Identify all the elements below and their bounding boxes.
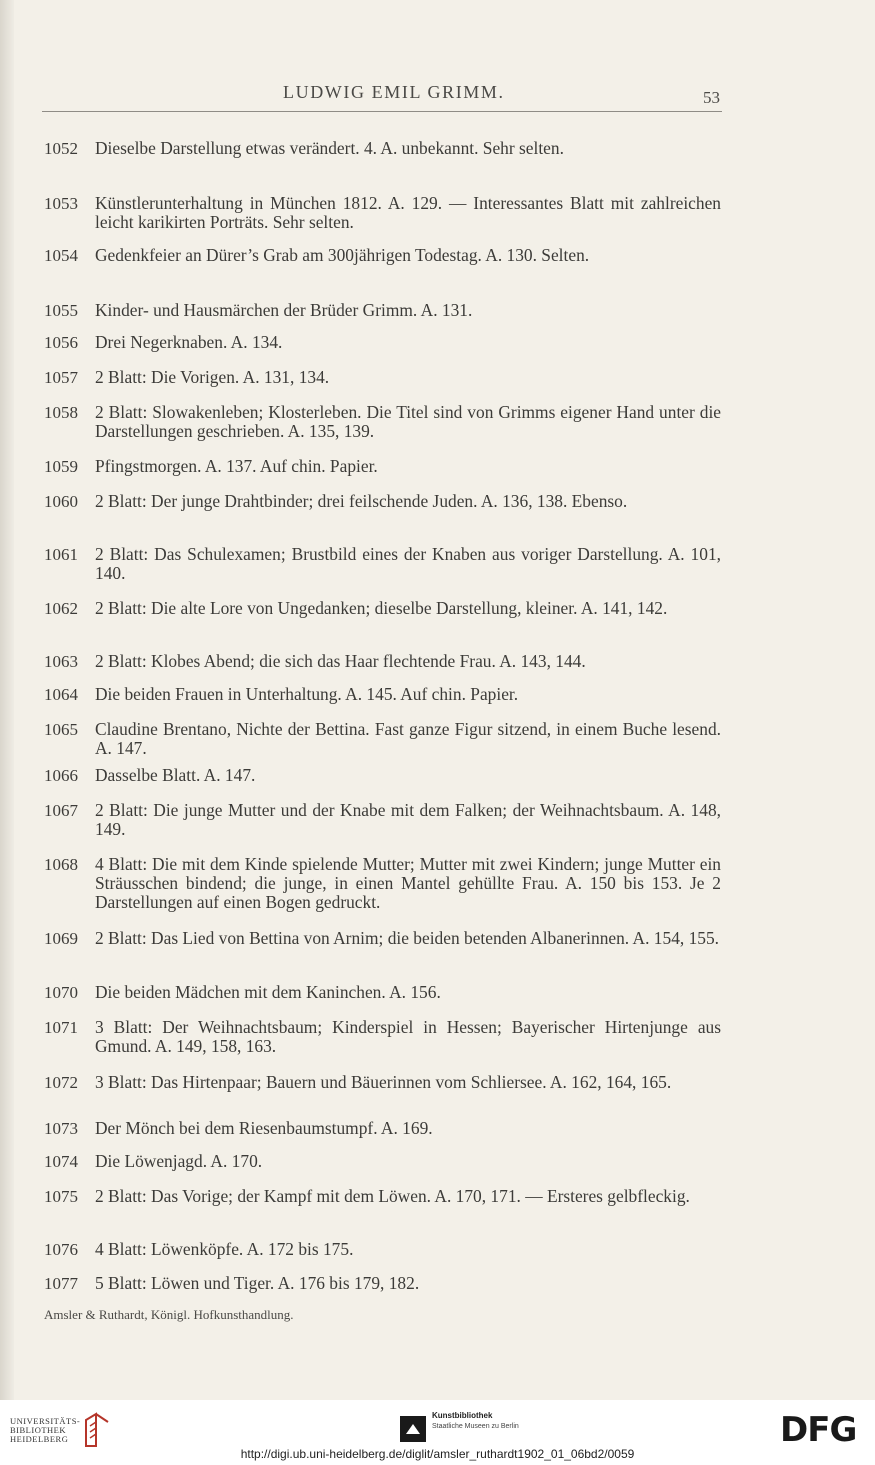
- ub-logo-line: BIBLIOTHEK: [10, 1425, 66, 1435]
- entry-number: 1056: [44, 333, 78, 352]
- entry-text: 2 Blatt: Klobes Abend; die sich das Haar flechtende Frau. A. 143, 144.: [95, 651, 586, 671]
- entry-text: 5 Blatt: Löwen und Tiger. A. 176 bis 179, 182.: [95, 1273, 420, 1293]
- entry-number: 1065: [44, 720, 78, 739]
- entry-number: 1072: [44, 1073, 78, 1092]
- entry-number: 1060: [44, 492, 78, 511]
- entry-text: Die Löwenjagd. A. 170.: [95, 1151, 263, 1171]
- entry-text: 2 Blatt: Die alte Lore von Ungedanken; dieselbe Darstellung, kleiner. A. 141, 142.: [95, 598, 668, 618]
- entry-text: Künstlerunterhaltung in München 1812. A. 129. — Interessantes Blatt mit zahlreichen leicht karikirten Porträts. Sehr selten.: [95, 193, 721, 232]
- entry-number: 1061: [44, 545, 78, 564]
- ub-logo-line: UNIVERSITÄTS-: [10, 1416, 81, 1426]
- entry-text: Gedenkfeier an Dürer’s Grab am 300jährigen Todestag. A. 130. Selten.: [95, 245, 590, 265]
- entry-text: Pfingstmorgen. A. 137. Auf chin. Papier.: [95, 456, 378, 476]
- permalink-url[interactable]: http://digi.ub.uni-heidelberg.de/diglit/amsler_ruthardt1902_01_06bd2/0059: [240, 1447, 635, 1461]
- page-number: 53: [703, 88, 720, 107]
- entry-number: 1053: [44, 194, 78, 213]
- running-title: LUDWIG EMIL GRIMM.: [283, 82, 505, 102]
- kunstbibliothek-subtitle: Staatliche Museen zu Berlin: [432, 1423, 519, 1430]
- entry-number: 1058: [44, 403, 78, 422]
- entry-number: 1067: [44, 801, 78, 820]
- entry-number: 1055: [44, 301, 78, 320]
- publisher-credit: Amsler & Ruthardt, Königl. Hofkunsthandlung.: [44, 1307, 294, 1322]
- entry-number: 1074: [44, 1152, 78, 1171]
- entry-number: 1057: [44, 368, 78, 387]
- entry-number: 1076: [44, 1240, 78, 1259]
- page-header: [0, 80, 875, 108]
- entry-text: 2 Blatt: Der junge Drahtbinder; drei feilschende Juden. A. 136, 138. Ebenso.: [95, 491, 628, 511]
- book-spine-shadow: [0, 0, 14, 1400]
- kunstbibliothek-mark-icon: [400, 1416, 426, 1442]
- entry-number: 1063: [44, 652, 78, 671]
- entry-text: 2 Blatt: Das Schulexamen; Brustbild eines der Knaben aus voriger Darstellung. A. 101, 140.: [95, 544, 721, 583]
- entry-number: 1052: [44, 139, 78, 158]
- ub-emblem-icon: [82, 1412, 112, 1448]
- entry-text: Claudine Brentano, Nichte der Bettina. Fast ganze Figur sitzend, in einem Buche lesend. A. 147.: [95, 719, 721, 758]
- entry-number: 1071: [44, 1018, 78, 1037]
- entry-text: 2 Blatt: Das Lied von Bettina von Arnim; die beiden betenden Albanerinnen. A. 154, 155.: [95, 928, 720, 948]
- entry-number: 1068: [44, 855, 78, 874]
- entry-text: Kinder- und Hausmärchen der Brüder Grimm. A. 131.: [95, 300, 473, 320]
- entry-number: 1059: [44, 457, 78, 476]
- entry-text: 2 Blatt: Slowakenleben; Klosterleben. Die Titel sind von Grimms eigener Hand unter die Darstellungen geschrieben. A. 135, 139.: [95, 402, 721, 441]
- entry-text: Drei Negerknaben. A. 134.: [95, 332, 283, 352]
- entry-number: 1064: [44, 685, 78, 704]
- entry-text: Die beiden Frauen in Unterhaltung. A. 145. Auf chin. Papier.: [95, 684, 519, 704]
- entry-text: 4 Blatt: Löwenköpfe. A. 172 bis 175.: [95, 1239, 354, 1259]
- kunstbibliothek-name: Kunstbibliothek: [432, 1411, 493, 1420]
- entry-number: 1070: [44, 983, 78, 1002]
- entry-text: Dieselbe Darstellung etwas verändert. 4. A. unbekannt. Sehr selten.: [95, 138, 564, 158]
- entry-number: 1066: [44, 766, 78, 785]
- ub-logo-line: HEIDELBERG: [10, 1434, 69, 1444]
- dfg-logo[interactable]: DFG: [780, 1410, 857, 1450]
- entry-text: 2 Blatt: Die Vorigen. A. 131, 134.: [95, 367, 330, 387]
- entry-number: 1069: [44, 929, 78, 948]
- entry-text: 4 Blatt: Die mit dem Kinde spielende Mutter; Mutter mit zwei Kindern; junge Mutter ein Sträusschen bindend; die junge, in einen Mantel gehüllte Frau. A. 150 bis 153. Je 2 Darstellungen auf einen Bogen gedruckt.: [95, 854, 721, 912]
- entry-number: 1077: [44, 1274, 78, 1293]
- entry-text: 3 Blatt: Das Hirtenpaar; Bauern und Bäuerinnen vom Schliersee. A. 162, 164, 165.: [95, 1072, 672, 1092]
- ub-logo-text: [10, 1417, 80, 1444]
- entry-text: 2 Blatt: Die junge Mutter und der Knabe mit dem Falken; der Weihnachtsbaum. A. 148, 149.: [95, 800, 721, 839]
- entry-number: 1062: [44, 599, 78, 618]
- entry-number: 1054: [44, 246, 78, 265]
- entry-text: Die beiden Mädchen mit dem Kaninchen. A. 156.: [95, 982, 441, 1002]
- entry-text: 3 Blatt: Der Weihnachtsbaum; Kinderspiel in Hessen; Bayerischer Hirtenjunge aus Gmund. A. 149, 158, 163.: [95, 1017, 721, 1056]
- entry-text: Der Mönch bei dem Riesenbaumstumpf. A. 169.: [95, 1118, 433, 1138]
- entry-text: 2 Blatt: Das Vorige; der Kampf mit dem Löwen. A. 170, 171. — Ersteres gelbfleckig.: [95, 1186, 690, 1206]
- entry-number: 1075: [44, 1187, 78, 1206]
- header-rule: [42, 111, 722, 112]
- entry-number: 1073: [44, 1119, 78, 1138]
- entry-text: Dasselbe Blatt. A. 147.: [95, 765, 256, 785]
